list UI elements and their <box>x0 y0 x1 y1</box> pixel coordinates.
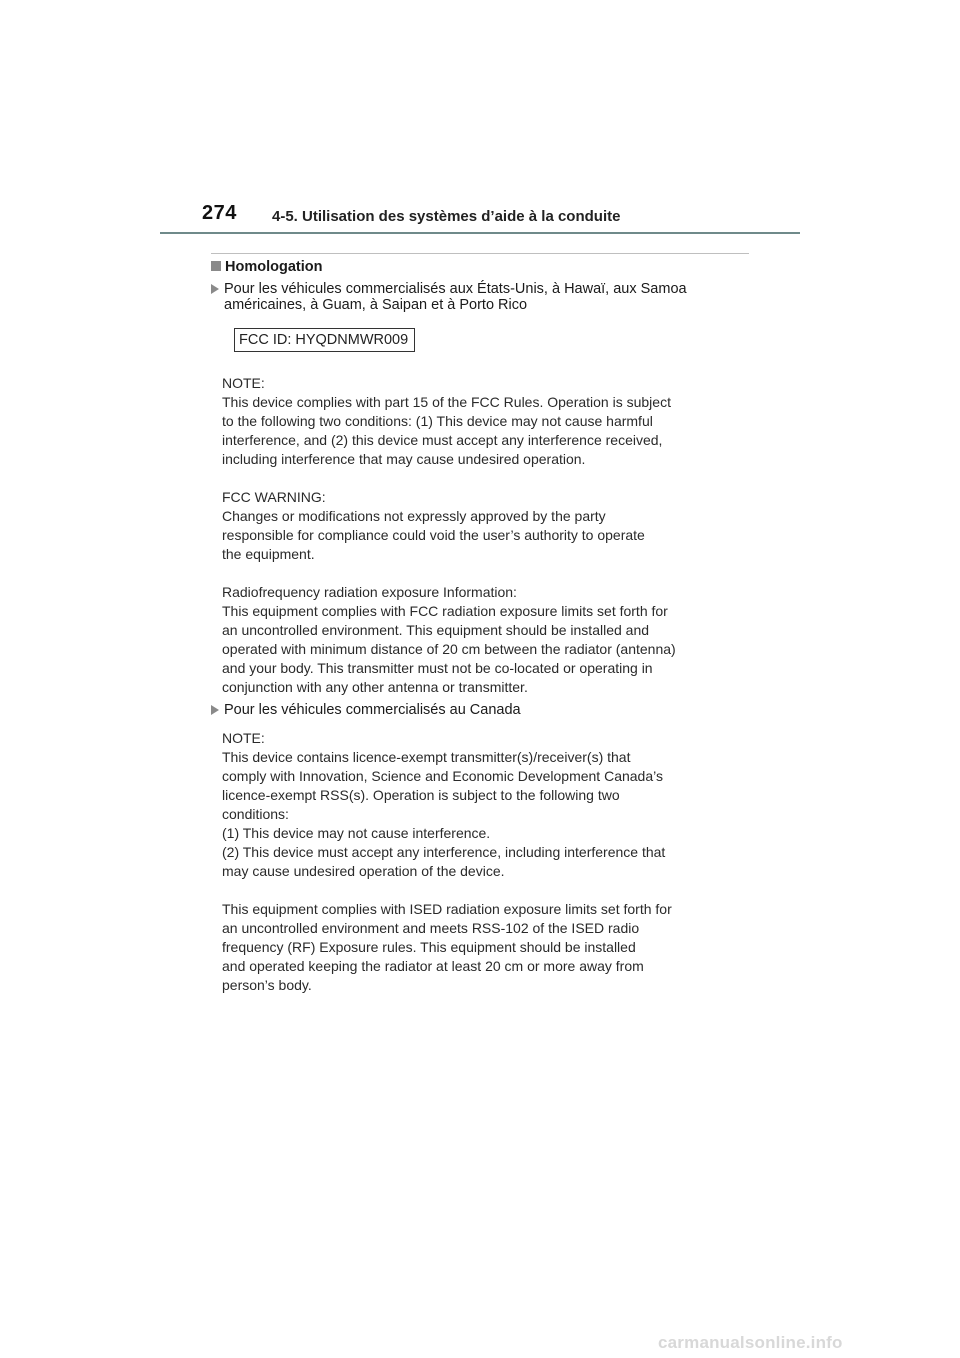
triangle-bullet-icon <box>211 705 219 715</box>
bullet-us-territories <box>211 281 754 313</box>
bullet-text: Pour les véhicules commercialisés aux États-Unis, à Hawaï, aux Samoa américaines, à Guam, à Saipan et à Porto Rico <box>224 281 687 313</box>
fcc-warning-paragraph: FCC WARNING: Changes or modifications not expressly approved by the party responsible for compliance could void the user’s authority to operate the equipment. <box>222 489 645 562</box>
section-heading <box>211 259 322 275</box>
section-heading-text: Homologation <box>225 259 323 275</box>
bullet-text: Pour les véhicules commercialisés au Canada <box>224 702 521 718</box>
bullet-canada <box>211 702 754 718</box>
triangle-bullet-icon <box>211 284 219 294</box>
page-number: 274 <box>202 202 237 224</box>
header-rule <box>160 232 800 234</box>
fcc-note-paragraph: NOTE: This device complies with part 15 of the FCC Rules. Operation is subject to the following two conditions: (1) This device may not cause harmful interference, and (2) this device must accept any interference received, including interference that may cause undesired operation. <box>222 375 671 467</box>
section-divider <box>211 253 749 254</box>
fcc-id-box: FCC ID: HYQDNMWR009 <box>234 328 415 352</box>
rf-exposure-paragraph: Radiofrequency radiation exposure Information: This equipment complies with FCC radiation exposure limits set forth for an uncontrolled environment. This equipment should be installed and operated with minimum distance of 20 cm between the radiator (antenna) and your body. This transmitter must not be co-located or operating in conjunction with any other antenna or transmitter. <box>222 584 676 695</box>
us-label-text <box>222 374 742 716</box>
ised-note-paragraph: NOTE: This device contains licence-exempt transmitter(s)/receiver(s) that comply with Innovation, Science and Economic Development Canada’s licence-exempt RSS(s). Operation is subject to the following two conditions: (1) This device may not cause interference. (2) This device must accept any interference, including interference that may cause undesired operation of the device. <box>222 730 666 879</box>
watermark: carmanualsonline.info <box>658 1333 843 1352</box>
square-bullet-icon <box>211 261 221 271</box>
section-title: 4-5. Utilisation des systèmes d’aide à la conduite <box>272 208 621 225</box>
ised-exposure-paragraph: This equipment complies with ISED radiation exposure limits set forth for an uncontrolled environment and meets RSS-102 of the ISED radio frequency (RF) Exposure rules. This equipment should be installed and operated keeping the radiator at least 20 cm or more away from person’s body. <box>222 901 672 993</box>
canada-label-text <box>222 729 742 1014</box>
page-header <box>160 202 800 236</box>
